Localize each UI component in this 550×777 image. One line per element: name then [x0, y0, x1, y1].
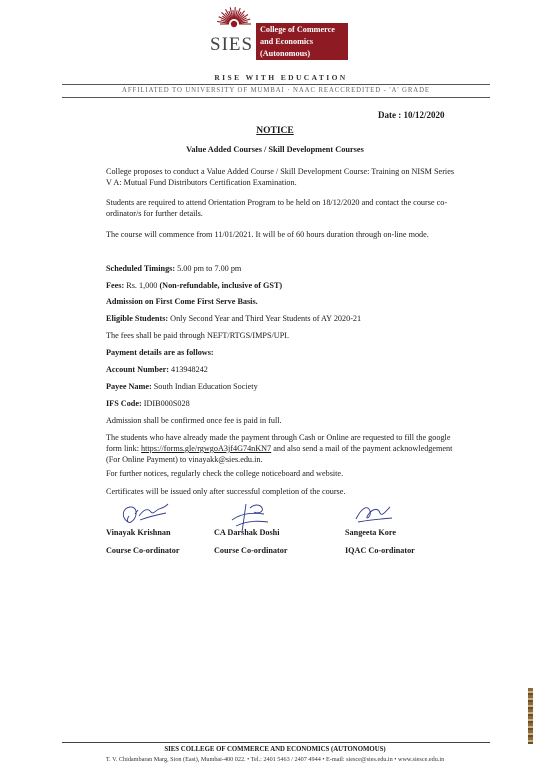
noticeboard-line: For further notices, regularly check the college noticeboard and website. [106, 469, 344, 478]
logo-line-3: (Autonomous) [260, 49, 311, 58]
tagline: RISE WITH EDUCATION [214, 73, 348, 82]
eligibility-value: Only Second Year and Third Year Students of AY 2020-21 [168, 314, 362, 323]
logo-college-name-box [256, 23, 348, 60]
notice-title: NOTICE [256, 126, 294, 136]
signatory-name: Vinayak Krishnan [106, 528, 171, 537]
account-value: 413948242 [169, 365, 208, 374]
notice-date: Date : 10/12/2020 [378, 110, 445, 120]
affiliation-text: AFFILIATED TO UNIVERSITY OF MUMBAI · NAAC REACCREDITED - 'A' GRADE [122, 87, 430, 94]
fees-value: Rs. 1,000 [124, 281, 160, 290]
form-text-post: and also send a mail of the payment acknowledgement (For Online Payment) to vinayakk@sies.edu.in. [106, 444, 453, 464]
timings-label: Scheduled Timings: [106, 264, 176, 273]
ifs-label: IFS Code: [106, 399, 142, 408]
account-line [106, 364, 456, 375]
scan-edge-strip [528, 688, 533, 744]
footer-college-name: SIES COLLEGE OF COMMERCE AND ECONOMICS (AUTONOMOUS) [164, 746, 386, 753]
payee-line [106, 381, 456, 392]
certificates-line: Certificates will be issued only after successful completion of the course. [106, 487, 346, 496]
fees-note: (Non-refundable, inclusive of GST) [159, 281, 283, 290]
notice-subtitle: Value Added Courses / Skill Development Courses [186, 145, 364, 154]
admission-line: Admission on First Come First Serve Basis. [106, 297, 258, 306]
signatory-role: Course Co-ordinator [106, 546, 180, 555]
divider [62, 97, 490, 98]
signature-vinayak [118, 500, 170, 530]
ifs-line [106, 398, 456, 409]
paragraph-orientation: Students are required to attend Orientation Program to be held on 18/12/2020 and contact the course co-ordinator/s for further details. [106, 198, 448, 218]
divider [62, 84, 490, 85]
signatory-role: IQAC Co-ordinator [345, 546, 415, 555]
ifs-value: IDIB000S028 [141, 399, 190, 408]
sun-emblem-icon [214, 6, 254, 36]
google-form-link[interactable]: https://forms.gle/rgwgoA3jf4G74nKN7 [141, 444, 272, 453]
eligibility-line [106, 313, 456, 324]
footer-divider [62, 742, 490, 743]
footer-address: T. V. Chidambaran Marg, Sion (East), Mumbai-400 022. • Tel.: 2401 5463 / 2407 4944 • E-mail: siesce@sies.edu.in • www.siesce.edu.in [105, 756, 445, 763]
eligibility-label: Eligible Students: [106, 314, 169, 323]
fees-payment-mode: The fees shall be paid through NEFT/RTGS/IMPS/UPI. [106, 331, 290, 340]
timings-value: 5.00 pm to 7.00 pm [175, 264, 242, 273]
paragraph-commencement: The course will commence from 11/01/2021. It will be of 60 hours duration through on-line mode. [106, 230, 429, 239]
account-label: Account Number: [106, 365, 169, 374]
signatory-name: Sangeeta Kore [345, 528, 397, 537]
logo-line-1: College of Commerce [260, 25, 335, 34]
signatory-name: CA Darshak Doshi [214, 528, 280, 537]
google-form-paragraph [106, 432, 456, 465]
logo-wordmark: SIES [210, 34, 254, 55]
fees-line [106, 280, 456, 291]
signature-sangeeta [352, 501, 394, 525]
logo-line-2: and Economics [260, 37, 313, 46]
payee-value: South Indian Education Society [151, 382, 258, 391]
payee-label: Payee Name: [106, 382, 152, 391]
timings-line [106, 263, 456, 274]
paragraph-course-intro: College proposes to conduct a Value Added Course / Skill Development Course: Training on NISM Series V A: Mutual Fund Distributors Certification Examination. [106, 167, 455, 187]
signatory-role: Course Co-ordinator [214, 546, 288, 555]
fees-label: Fees: [106, 281, 125, 290]
payment-details-heading: Payment details are as follows: [106, 348, 214, 357]
form-text-pre: The students who have already made the payment through Cash or Online are requested to fill the google form link: [106, 433, 451, 453]
confirmation-line: Admission shall be confirmed once fee is paid in full. [106, 416, 282, 425]
